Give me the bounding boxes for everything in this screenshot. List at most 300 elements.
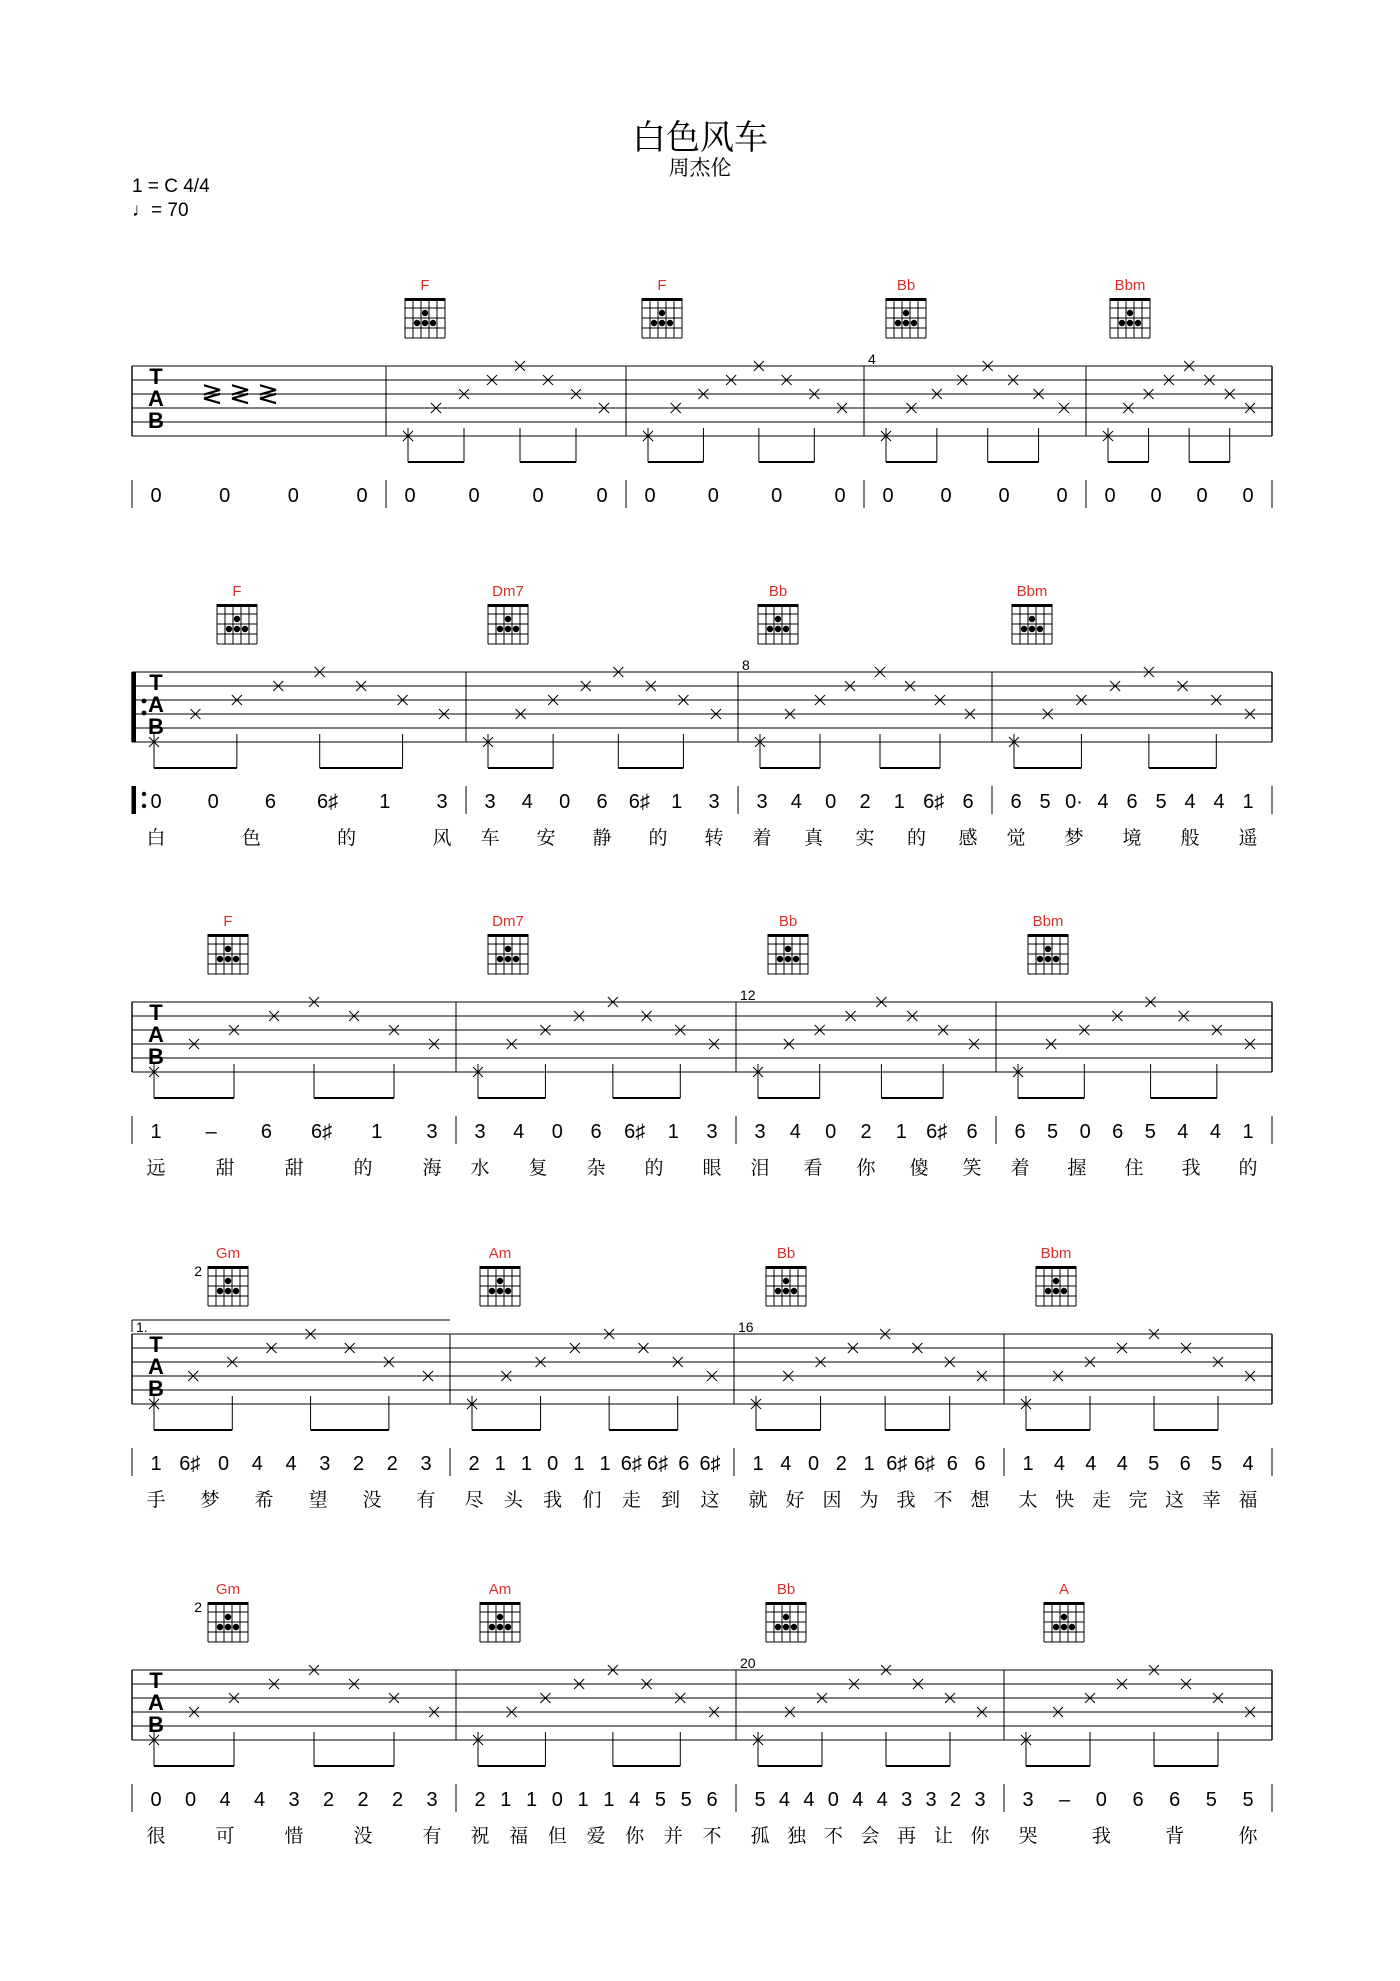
lyric-syllable: 没 (353, 1826, 373, 1847)
chord-finger-dot (1061, 1614, 1067, 1620)
lyric-syllable: 眼 (702, 1158, 722, 1179)
chord-nut (1044, 1602, 1084, 1605)
chord-finger-dot (1061, 1624, 1067, 1630)
chord-diagram (480, 1581, 520, 1642)
rest-symbol: ≷ (229, 378, 251, 408)
jianpu-note: 1 (667, 1121, 679, 1143)
chord-finger-dot (1037, 956, 1043, 962)
jianpu-note: 0 (150, 1789, 162, 1811)
jianpu-note: 6♯ (646, 1453, 669, 1475)
chord-finger-dot (225, 1614, 231, 1620)
jianpu-note: 4 (1116, 1453, 1128, 1475)
chord-finger-dot (513, 956, 519, 962)
chord-finger-dot (233, 1288, 239, 1294)
chord-finger-dot (1029, 626, 1035, 632)
volta-label: 1. (136, 1319, 148, 1335)
chord-finger-dot (505, 616, 511, 622)
lyric-syllable: 感 (958, 828, 978, 849)
jianpu-note: – (205, 1121, 217, 1143)
jianpu-note: 2 (859, 791, 871, 813)
chord-name: Gm (215, 1581, 241, 1598)
lyric-syllable: 不 (823, 1826, 843, 1847)
jianpu-note: 4 (1097, 791, 1109, 813)
chord-finger-dot (1135, 320, 1141, 326)
tab-clef-letter: T (149, 670, 163, 695)
chord-name: A (1058, 1581, 1070, 1598)
jianpu-note: 4 (521, 791, 533, 813)
chord-nut (1012, 604, 1052, 607)
jianpu-note: 4 (1184, 791, 1196, 813)
chord-finger-dot (217, 1288, 223, 1294)
jianpu-note: 1 (1242, 791, 1254, 813)
chord-finger-dot (791, 1624, 797, 1630)
chord-nut (208, 934, 248, 937)
jianpu-note: 3 (319, 1453, 331, 1475)
chord-finger-dot (225, 946, 231, 952)
chord-diagram (768, 913, 808, 974)
jianpu-note: 4 (219, 1789, 231, 1811)
jianpu-note: 0 (468, 485, 480, 507)
jianpu-note: 0 (596, 485, 608, 507)
jianpu-note: 0 (1079, 1121, 1091, 1143)
jianpu-note: 1 (863, 1453, 875, 1475)
lyric-syllable: 的 (353, 1158, 373, 1179)
jianpu-note: 5 (1205, 1789, 1217, 1811)
chord-finger-dot (1053, 1288, 1059, 1294)
lyric-syllable: 有 (416, 1490, 436, 1511)
chord-finger-dot (783, 1624, 789, 1630)
chord-nut (488, 934, 528, 937)
chord-diagram (766, 1581, 806, 1642)
jianpu-note: 0 (150, 791, 162, 813)
jianpu-note: 3 (436, 791, 448, 813)
jianpu-note: 1 (500, 1789, 512, 1811)
lyric-syllable: 住 (1124, 1158, 1144, 1179)
jianpu-note: 6 (1169, 1789, 1181, 1811)
tab-clef-letter: B (148, 408, 164, 433)
chord-nut (405, 298, 445, 301)
lyric-syllable: 哭 (1018, 1826, 1038, 1847)
jianpu-note: 4 (790, 791, 802, 813)
jianpu-note: 2 (352, 1453, 365, 1475)
chord-finger-dot (217, 956, 223, 962)
chord-finger-dot (1045, 956, 1051, 962)
jianpu-note: 1 (671, 791, 683, 813)
chord-name: Gm (215, 1245, 241, 1262)
chord-name: Dm7 (492, 913, 524, 930)
jianpu-note: 0 (404, 485, 416, 507)
jianpu-note: 2 (357, 1789, 369, 1811)
measure-number: 20 (740, 1655, 756, 1671)
chord-finger-dot (903, 320, 909, 326)
tab-clef-letter: A (148, 1354, 164, 1379)
jianpu-note: 4 (253, 1789, 266, 1811)
jianpu-note: 6♯ (620, 1453, 642, 1475)
lyric-syllable: 我 (1091, 1826, 1111, 1847)
chord-finger-dot (911, 320, 917, 326)
chord-diagram (405, 277, 445, 338)
lyric-syllable: 着 (752, 828, 772, 849)
chord-finger-dot (497, 1614, 503, 1620)
key-meter: 1 = C 4/4 (132, 176, 210, 197)
chord-finger-dot (659, 320, 665, 326)
lyric-syllable: 完 (1128, 1490, 1148, 1511)
jianpu-note: 2 (386, 1453, 398, 1475)
jianpu-note: 1 (150, 1453, 162, 1475)
jianpu-note: 6♯ (311, 1121, 333, 1143)
chord-finger-dot (505, 1288, 511, 1294)
chord-finger-dot (242, 626, 248, 632)
tab-clef-letter: B (148, 1044, 164, 1069)
measure-number: 8 (742, 657, 750, 673)
jianpu-note: 6♯ (923, 791, 945, 813)
lyric-syllable: 走 (1091, 1490, 1111, 1511)
chord-diagram (488, 583, 528, 644)
chord-finger-dot (233, 1624, 239, 1630)
jianpu-note: 0 (940, 485, 952, 507)
chord-name: Bb (776, 1245, 796, 1262)
chord-finger-dot (234, 626, 240, 632)
jianpu-note: 4 (1085, 1453, 1097, 1475)
lyric-syllable: 你 (856, 1158, 876, 1179)
lyric-syllable: 水 (470, 1158, 490, 1179)
tab-clef-letter: B (148, 714, 164, 739)
jianpu-note: 6♯ (886, 1453, 908, 1475)
jianpu-note: 0 (207, 791, 219, 813)
chord-nut (1028, 934, 1068, 937)
lyric-syllable: 幸 (1201, 1490, 1221, 1511)
chord-finger-dot (497, 626, 503, 632)
chord-name: F (223, 913, 233, 930)
tab-clef-letter: T (149, 1668, 163, 1693)
jianpu-note: 6♯ (317, 791, 339, 813)
jianpu-note: 0 (559, 791, 571, 813)
repeat-dot (142, 699, 147, 704)
chord-name: Am (488, 1581, 512, 1598)
lyric-syllable: 静 (592, 828, 612, 849)
jianpu-note: 3 (974, 1789, 986, 1811)
chord-finger-dot (234, 616, 240, 622)
chord-name: Bb (778, 913, 798, 930)
jianpu-note: 3 (706, 1121, 718, 1143)
jianpu-note: 0 (356, 485, 368, 507)
chord-nut (208, 1602, 248, 1605)
lyric-syllable: 好 (785, 1490, 805, 1511)
lyric-syllable: 笑 (962, 1158, 982, 1179)
lyric-syllable: 的 (906, 828, 927, 849)
jianpu-note: 0 (150, 485, 162, 507)
jianpu-note: 6 (706, 1789, 718, 1811)
lyric-syllable: 这 (1165, 1490, 1185, 1511)
chord-name: Bb (776, 1581, 796, 1598)
chord-diagram (642, 277, 682, 338)
jianpu-note: 4 (1053, 1453, 1065, 1475)
jianpu-note: 0 (1056, 485, 1068, 507)
jianpu-note: 6 (1126, 791, 1138, 813)
chord-diagram (1110, 277, 1150, 338)
chord-finger-dot (1127, 320, 1133, 326)
lyric-syllable: 就 (748, 1490, 768, 1511)
system-row (132, 1655, 1272, 1847)
jianpu-note: 4 (852, 1789, 864, 1811)
lyric-syllable: 甜 (284, 1158, 304, 1179)
chord-finger-dot (225, 956, 231, 962)
jianpu-note: 0 (184, 1789, 197, 1811)
jianpu-note: 1 (371, 1121, 383, 1143)
jianpu-repeat-dot (142, 804, 146, 808)
chord-finger-dot (767, 626, 773, 632)
jianpu-note: 0 (998, 485, 1010, 507)
jianpu-note: 6 (1179, 1453, 1191, 1475)
jianpu-note: – (1059, 1789, 1071, 1811)
chord-nut (642, 298, 682, 301)
chord-name: F (420, 277, 430, 294)
tab-clef-letter: T (149, 364, 163, 389)
chord-finger-dot (1053, 956, 1059, 962)
lyric-syllable: 着 (1010, 1158, 1030, 1179)
jianpu-note: 5 (680, 1789, 692, 1811)
chord-finger-dot (775, 1624, 781, 1630)
chord-diagram (488, 913, 528, 974)
lyric-syllable: 让 (933, 1826, 953, 1847)
tab-clef-letter: A (148, 1690, 164, 1715)
jianpu-note: 2 (860, 1121, 872, 1143)
lyric-syllable: 有 (422, 1826, 442, 1847)
chord-finger-dot (1127, 310, 1133, 316)
chord-name: Bbm (1114, 277, 1146, 294)
chord-finger-dot (659, 310, 665, 316)
lyric-syllable: 背 (1165, 1826, 1185, 1847)
jianpu-note: 1 (494, 1453, 506, 1475)
chord-finger-dot (1045, 946, 1051, 952)
jianpu-note: 2 (474, 1789, 486, 1811)
chord-diagram (1036, 1245, 1076, 1306)
jianpu-note: 4 (1213, 791, 1225, 813)
jianpu-note: 6♯ (699, 1453, 721, 1475)
chord-nut (488, 604, 528, 607)
jianpu-note: 6♯ (913, 1453, 936, 1475)
lyric-syllable: 到 (661, 1490, 681, 1511)
chord-finger-dot (497, 1288, 503, 1294)
jianpu-note: 6 (966, 1121, 978, 1143)
jianpu-note: 4 (789, 1121, 801, 1143)
tab-clef-letter: A (148, 692, 164, 717)
jianpu-note: 2 (322, 1789, 335, 1811)
chord-finger-dot (414, 320, 420, 326)
chord-finger-dot (1061, 1288, 1067, 1294)
jianpu-note: 3 (426, 1121, 438, 1143)
lyric-syllable: 遥 (1238, 828, 1258, 849)
jianpu-note: 4 (1177, 1121, 1189, 1143)
lyric-syllable: 复 (528, 1158, 548, 1179)
lyric-syllable: 福 (509, 1826, 529, 1847)
lyric-syllable: 尽 (464, 1490, 484, 1511)
lyric-syllable: 傻 (909, 1158, 929, 1179)
lyric-syllable: 的 (337, 828, 357, 849)
jianpu-note: 0 (532, 485, 544, 507)
chord-diagram (886, 277, 926, 338)
jianpu-note: 3 (288, 1789, 300, 1811)
chord-finger-dot (777, 956, 783, 962)
chord-finger-dot (505, 1624, 511, 1630)
tab-clef-letter: B (148, 1712, 164, 1737)
jianpu-note: 3 (1022, 1789, 1034, 1811)
lyric-syllable: 不 (933, 1490, 953, 1511)
chord-finger-dot (225, 1288, 231, 1294)
jianpu-note: 0 (771, 485, 783, 507)
tab-clef-letter: T (149, 1000, 163, 1025)
jianpu-note: 4 (803, 1789, 815, 1811)
lyric-syllable: 泪 (750, 1158, 770, 1179)
jianpu-note: 0· (1065, 791, 1083, 813)
lyric-syllable: 看 (803, 1158, 823, 1179)
lyric-syllable: 白 (146, 828, 166, 849)
chord-finger-dot (1021, 626, 1027, 632)
jianpu-note: 0 (547, 1453, 559, 1475)
jianpu-note: 1 (577, 1789, 589, 1811)
system-row (132, 351, 1272, 508)
lyric-syllable: 可 (215, 1826, 235, 1847)
jianpu-note: 4 (778, 1789, 791, 1811)
jianpu-note: 3 (756, 791, 768, 813)
tab-clef-letter: A (148, 386, 164, 411)
chord-finger-dot (489, 1624, 495, 1630)
jianpu-note: 4 (876, 1789, 888, 1811)
jianpu-note: 6 (1112, 1121, 1124, 1143)
jianpu-note: 3 (754, 1121, 766, 1143)
chord-nut (768, 934, 808, 937)
lyric-syllable: 快 (1055, 1490, 1075, 1511)
lyric-syllable: 真 (803, 828, 824, 849)
chord-finger-dot (895, 320, 901, 326)
lyric-syllable: 没 (362, 1490, 382, 1511)
jianpu-note: 6 (596, 791, 608, 813)
jianpu-note: 0 (825, 791, 837, 813)
chord-nut (766, 1602, 806, 1605)
chord-finger-dot (430, 320, 436, 326)
lyric-syllable: 实 (855, 828, 875, 849)
jianpu-note: 0 (1095, 1789, 1107, 1811)
lyric-syllable: 因 (822, 1490, 842, 1511)
jianpu-note: 5 (1155, 791, 1167, 813)
chord-name: Bbm (1040, 1245, 1072, 1262)
jianpu-note: 3 (420, 1453, 432, 1475)
jianpu-note: 0 (834, 485, 846, 507)
chord-diagram (208, 913, 248, 974)
jianpu-note: 0 (287, 485, 299, 507)
lyric-syllable: 惜 (284, 1826, 304, 1847)
lyric-syllable: 握 (1067, 1158, 1087, 1179)
chord-finger-dot (1029, 616, 1035, 622)
jianpu-note: 6 (962, 791, 974, 813)
lyric-syllable: 色 (241, 828, 261, 849)
jianpu-note: 3 (925, 1789, 937, 1811)
song-title: 白色风车 (632, 118, 768, 158)
lyric-syllable: 梦 (1064, 828, 1084, 849)
jianpu-note: 6 (264, 791, 276, 813)
jianpu-note: 2 (468, 1453, 480, 1475)
chord-nut (480, 1602, 520, 1605)
chord-finger-dot (497, 1624, 503, 1630)
chord-finger-dot (667, 320, 673, 326)
tab-clef-letter: B (148, 1376, 164, 1401)
chord-finger-dot (775, 1288, 781, 1294)
chord-name: Am (488, 1245, 512, 1262)
jianpu-note: 6♯ (628, 791, 650, 813)
jianpu-note: 0 (825, 1121, 837, 1143)
lyric-syllable: 头 (503, 1490, 523, 1511)
chord-nut (1036, 1266, 1076, 1269)
chord-nut (758, 604, 798, 607)
jianpu-repeat-bar (132, 786, 136, 814)
tab-clef-letter: A (148, 1022, 164, 1047)
jianpu-note: 4 (1242, 1453, 1254, 1475)
lyric-syllable: 再 (897, 1826, 917, 1847)
jianpu-note: 6 (260, 1121, 272, 1143)
lyric-syllable: 甜 (215, 1158, 235, 1179)
lyric-syllable: 孤 (750, 1826, 770, 1847)
measure-number: 12 (740, 987, 756, 1003)
jianpu-note: 1 (520, 1453, 533, 1475)
chord-diagram (766, 1245, 806, 1306)
jianpu-note: 5 (654, 1789, 667, 1811)
lyric-syllable: 祝 (470, 1826, 490, 1847)
chord-finger-dot (783, 1614, 789, 1620)
chord-finger-dot (1037, 626, 1043, 632)
lyric-syllable: 会 (860, 1826, 880, 1847)
jianpu-note: 6 (974, 1453, 986, 1475)
chord-finger-dot (785, 946, 791, 952)
chord-finger-dot (422, 310, 428, 316)
chord-finger-dot (903, 310, 909, 316)
chord-finger-dot (505, 956, 511, 962)
rest-symbol: ≷ (257, 378, 279, 408)
jianpu-note: 1 (893, 791, 905, 813)
jianpu-note: 0 (1242, 485, 1254, 507)
lyric-syllable: 梦 (200, 1490, 220, 1511)
chord-finger-dot (1069, 1624, 1075, 1630)
chord-name: Bbm (1016, 583, 1048, 600)
jianpu-note: 0 (882, 485, 894, 507)
chord-finger-dot (775, 616, 781, 622)
measure-number: 4 (868, 351, 876, 367)
chord-name: F (657, 277, 667, 294)
jianpu-note: 1 (150, 1121, 162, 1143)
lyric-syllable: 希 (254, 1490, 274, 1511)
lyric-syllable: 独 (787, 1826, 807, 1847)
jianpu-note: 0 (644, 485, 656, 507)
lyric-syllable: 爱 (586, 1826, 606, 1847)
jianpu-note: 6 (678, 1453, 690, 1475)
jianpu-note: 1 (379, 791, 391, 813)
lyric-syllable: 安 (536, 828, 556, 849)
chord-nut (208, 1266, 248, 1269)
lyric-syllable: 般 (1180, 828, 1200, 849)
chord-finger-dot (489, 1288, 495, 1294)
measure-number: 16 (738, 1319, 754, 1335)
jianpu-note: 6 (590, 1121, 602, 1143)
jianpu-note: 0 (219, 485, 231, 507)
chord-name: Dm7 (492, 583, 524, 600)
jianpu-note: 5 (1039, 791, 1051, 813)
lyric-syllable: 们 (582, 1490, 602, 1511)
lyric-syllable: 我 (896, 1490, 916, 1511)
chord-name: Bb (896, 277, 916, 294)
chord-nut (886, 298, 926, 301)
lyric-syllable: 车 (480, 828, 500, 849)
lyric-syllable: 你 (625, 1826, 645, 1847)
chord-diagram (480, 1245, 520, 1306)
